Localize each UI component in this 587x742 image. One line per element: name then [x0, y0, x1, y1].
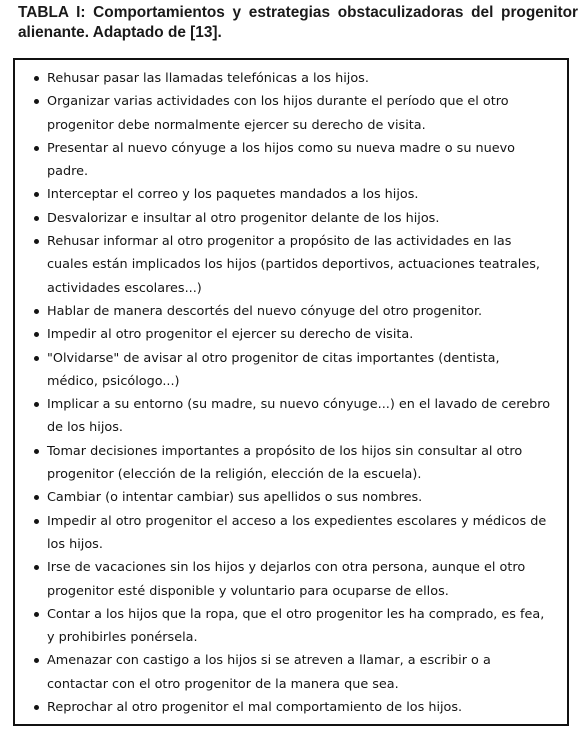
item-text: Impedir al otro progenitor el acceso a los expedientes escolares y médicos de los hijos.: [47, 513, 547, 552]
list-item: [15, 440, 567, 487]
behavior-list: [15, 67, 567, 719]
item-text: Impedir al otro progenitor el ejercer su derecho de visita.: [47, 327, 414, 343]
item-text: Interceptar el correo y los paquetes mandados a los hijos.: [47, 187, 419, 203]
item-text: Cambiar (o intentar cambiar) sus apellidos o sus nombres.: [47, 490, 423, 506]
item-text: Tomar decisiones importantes a propósito de los hijos sin consultar al otro progenitor (elección de la religión, elección de la escuela).: [47, 443, 523, 483]
item-text: Reprochar al otro progenitor el mal comportamiento de los hijos.: [47, 700, 463, 716]
list-item: [15, 90, 567, 137]
list-item: [15, 510, 567, 557]
item-text: Implicar a su entorno (su madre, su nuevo cónyuge...) en el lavado de cerebro de los hijos.: [47, 397, 551, 436]
bullet-icon: [34, 309, 39, 314]
item-text: Hablar de manera descortés del nuevo cónyuge del otro progenitor.: [47, 303, 483, 319]
list-item: [15, 323, 567, 346]
list-item: [15, 556, 567, 603]
bullet-icon: [34, 99, 39, 104]
bullet-icon: [34, 332, 39, 337]
item-text: "Olvidarse" de avisar al otro progenitor de citas importantes (dentista, médico, psicólogo...): [47, 350, 500, 389]
bullet-icon: [34, 449, 39, 454]
item-text: Contar a los hijos que la ropa, que el otro progenitor les ha comprado, es fea, y prohibirles ponérsela.: [47, 606, 545, 646]
bullet-icon: [34, 705, 39, 710]
table-box: [13, 58, 569, 726]
bullet-icon: [34, 216, 39, 221]
item-text: Rehusar pasar las llamadas telefónicas a los hijos.: [47, 71, 369, 86]
list-item: [15, 137, 567, 184]
list-item: [15, 696, 567, 719]
bullet-icon: [34, 146, 39, 151]
bullet-icon: [34, 192, 39, 197]
item-text: Desvalorizar e insultar al otro progenitor delante de los hijos.: [47, 210, 440, 226]
bullet-icon: [34, 76, 39, 81]
list-item: [15, 300, 567, 323]
table-caption: TABLA I: Comportamientos y estrategias obstaculizadoras del progenitor alienante. Adaptado de [13].: [18, 4, 578, 41]
list-item: [15, 486, 567, 509]
list-item: [15, 649, 567, 696]
item-text: Presentar al nuevo cónyuge a los hijos como su nueva madre o su nuevo padre.: [47, 140, 515, 180]
bullet-icon: [34, 519, 39, 524]
item-text: Rehusar informar al otro progenitor a propósito de las actividades en las cuales están implicados los hijos (partidos deportivos, actuaciones teatrales, actividades escolares...): [47, 234, 540, 296]
list-item: [15, 347, 567, 394]
bullet-icon: [34, 612, 39, 617]
bullet-icon: [34, 495, 39, 500]
item-text: Organizar varias actividades con los hijos durante el período que el otro progenitor debe normalmente ejercer su derecho de visita.: [47, 94, 509, 133]
bullet-icon: [34, 565, 39, 570]
list-item: [15, 603, 567, 650]
list-item: [15, 207, 567, 230]
list-item: [15, 393, 567, 440]
item-text: Irse de vacaciones sin los hijos y dejarlos con otra persona, aunque el otro progenitor esté disponible y voluntario para ocuparse de ellos.: [47, 560, 526, 599]
item-text: Amenazar con castigo a los hijos si se atreven a llamar, a escribir o a contactar con el otro progenitor de la manera que sea.: [47, 653, 491, 692]
bullet-icon: [34, 658, 39, 663]
bullet-icon: [34, 402, 39, 407]
bullet-icon: [34, 239, 39, 244]
list-item: [15, 230, 567, 300]
bullet-icon: [34, 356, 39, 361]
list-item: [15, 67, 567, 90]
list-item: [15, 183, 567, 206]
